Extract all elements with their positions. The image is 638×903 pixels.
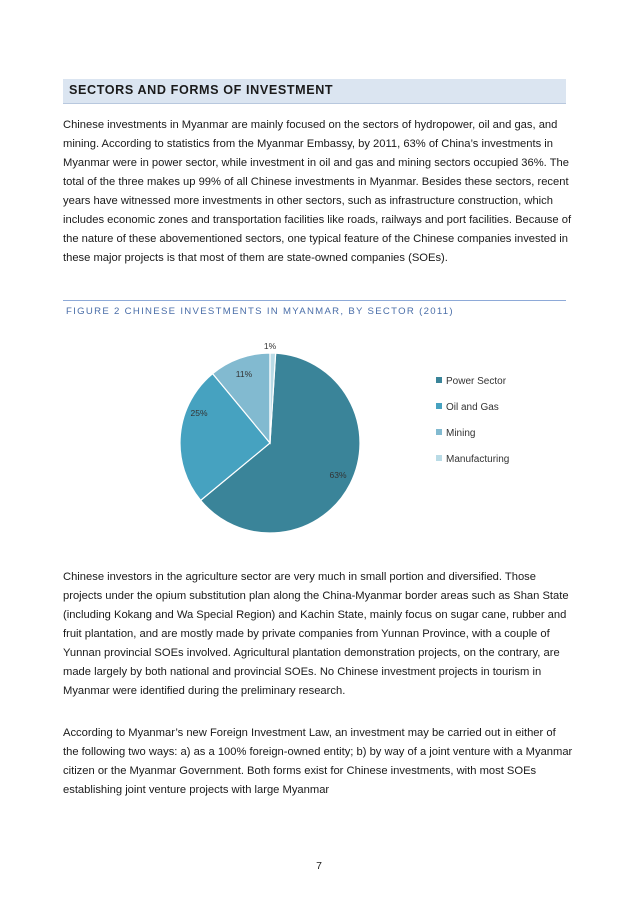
figure-caption: FIGURE 2 CHINESE INVESTMENTS IN MYANMAR, BY SECTOR (2011) (66, 306, 454, 317)
page-number: 7 (316, 860, 322, 872)
slice-label-manufacturing: 1% (263, 341, 277, 351)
slice-label-oil-and-gas: 25% (190, 408, 208, 418)
legend-label-oil-and-gas: Oil and Gas (446, 402, 499, 413)
paragraph-investment-law: According to Myanmar’s new Foreign Investment Law, an investment may be carried out in either of the following two ways: a) as a 100% foreign-owned entity; b) by way of a joint venture with a Myanmar citizen or the Myanmar Government. Both forms exist for Chinese investments, with most SOEs establishing joint venture projects with large Myanmar (63, 727, 573, 796)
legend-label-mining: Mining (446, 428, 476, 439)
slice-label-mining: 11% (235, 369, 253, 379)
slice-label-power-sector: 63% (329, 470, 347, 480)
legend-swatch-manufacturing (436, 455, 442, 461)
legend-swatch-oil-and-gas (436, 403, 442, 409)
legend-label-power-sector: Power Sector (446, 376, 507, 387)
section-heading: SECTORS AND FORMS OF INVESTMENT (69, 83, 334, 97)
legend-swatch-mining (436, 429, 442, 435)
paragraph-investment-sectors: Chinese investments in Myanmar are mainly focused on the sectors of hydropower, oil and gas, and mining. According to statistics from the Myanmar Embassy, by 2011, 63% of China’s investments in Myanmar were in power sector, while investment in oil and gas and mining sectors occupied 36%. The total of the three makes up 99% of all Chinese investments in Myanmar. Besides these sectors, recent years have witnessed more investments in other sectors, such as infrastructure construction, which includes economic zones and transportation facilities like roads, railways and port facilities. Because of the nature of these abovementioned sectors, one typical feature of the Chinese companies invested in these major projects is that most of them are state-owned companies (SOEs). (63, 119, 572, 264)
paragraph-agriculture: Chinese investors in the agriculture sector are very much in small portion and diversified. Those projects under the opium substitution plan along the China-Myanmar border areas such as Shan State (including Kokang and Wa Special Region) and Kachin State, mainly focus on sugar cane, rubber and fruit plantation, and are mostly made by private companies from Yunnan Province, with a couple of Yunnan provincial SOEs involved. Agricultural plantation demonstration projects, on the contrary, are made largely by both national and provincial SOEs. No Chinese investment projects in tourism in Myanmar were identified during the preliminary research. (63, 571, 569, 697)
legend-label-manufacturing: Manufacturing (446, 454, 510, 465)
legend-swatch-power-sector (436, 377, 442, 383)
